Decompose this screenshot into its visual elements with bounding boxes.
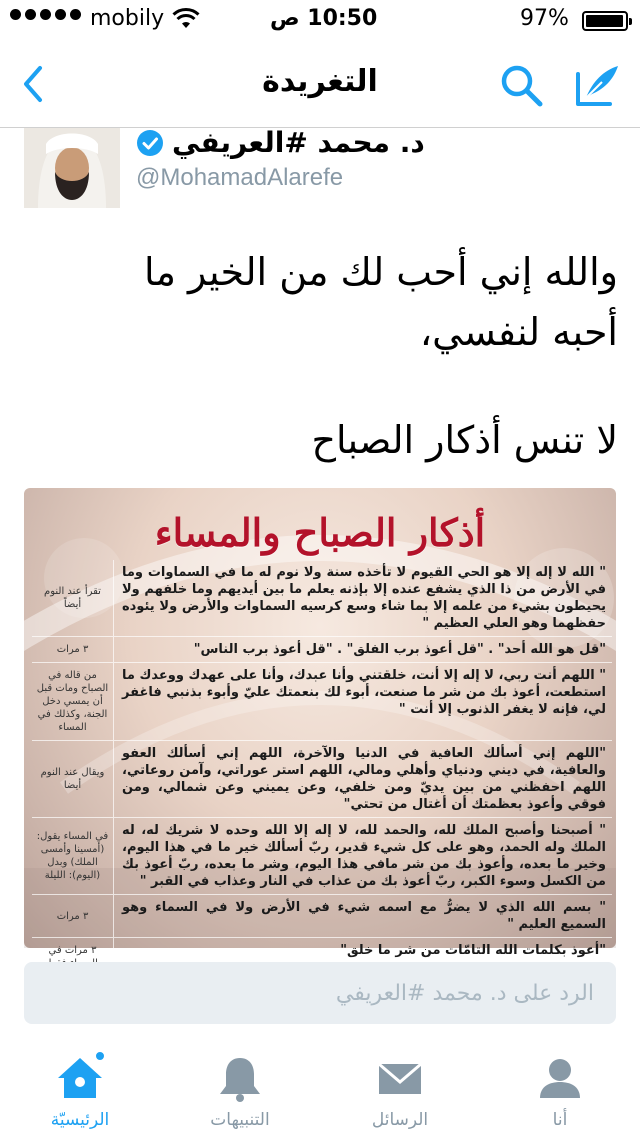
adhkar-text: "أعوذ بكلمات الله التامّات من شر ما خلق" xyxy=(340,943,606,958)
author-handle[interactable]: @MohamadAlarefe xyxy=(136,164,344,191)
tab-bar xyxy=(0,1040,640,1136)
battery-icon xyxy=(582,11,628,31)
adhkar-text: "قل هو الله أحد" . "قل أعوذ برب الفلق" . "قل أعوذ برب الناس" xyxy=(193,642,606,657)
person-icon xyxy=(536,1054,584,1102)
page-title: التغريدة xyxy=(262,64,378,99)
author-avatar[interactable] xyxy=(24,128,120,208)
tab-label: الرئيسيّة xyxy=(50,1110,110,1130)
envelope-icon xyxy=(376,1054,424,1102)
adhkar-note: من قاله في الصباح ومات قبل أن يمسي دخل الجنة، وكذلك في المساء xyxy=(32,663,114,740)
tab-home[interactable] xyxy=(0,1040,160,1136)
tweet-text-secondary: لا تنس أذكار الصباح xyxy=(311,418,618,462)
tab-notifications[interactable] xyxy=(160,1040,320,1136)
author-name: د. محمد #العريفي xyxy=(172,126,425,159)
adhkar-text: " بسم الله الذي لا يضرُّ مع اسمه شيء في الأرض ولا في السماء وهو السميع العليم " xyxy=(122,900,606,932)
tweet-text: والله إني أحب لك من الخير ما أحبه لنفسي، xyxy=(144,250,618,354)
adhkar-row xyxy=(32,663,612,741)
wifi-icon xyxy=(172,8,200,30)
adhkar-text: " اللهم أنت ربي، لا إله إلا أنت، خلقتني وأنا عبدك، وأنا على عهدك ووعدك ما استطعت، أعوذ بك من شر ما صنعت، أبوء لك بنعمتك عليّ وأبوء بذنبي فاغفر لي، فإنه لا يغفر الذنوب إلا أنت " xyxy=(122,668,606,717)
carrier-name: mobily xyxy=(90,6,165,31)
adhkar-row xyxy=(32,818,612,895)
compose-tweet-icon[interactable] xyxy=(572,60,622,110)
adhkar-row xyxy=(32,560,612,637)
verified-badge-icon xyxy=(136,129,164,157)
clock: 10:50 ص xyxy=(270,6,378,31)
adhkar-note: ٣ مرات في xyxy=(32,938,114,976)
new-content-dot xyxy=(94,1050,106,1062)
search-icon[interactable] xyxy=(498,62,544,108)
adhkar-row xyxy=(32,895,612,938)
adhkar-row xyxy=(32,637,612,663)
adhkar-note: ويقال عند النوم أيضا xyxy=(32,741,114,817)
author-line[interactable] xyxy=(136,126,425,159)
adhkar-table xyxy=(32,560,612,977)
tab-label: أنا xyxy=(552,1110,568,1130)
adhkar-note: ٣ مرات xyxy=(32,637,114,662)
nav-bar xyxy=(0,40,640,128)
image-title: أذكار الصباح والمساء xyxy=(154,510,486,555)
adhkar-note: ٣ مرات xyxy=(32,895,114,937)
tweet-media-image[interactable] xyxy=(24,488,616,958)
reply-input[interactable] xyxy=(24,962,616,1024)
adhkar-note: تقرأ عند النوم أيضاً xyxy=(32,560,114,636)
status-bar xyxy=(0,0,640,40)
adhkar-text: " الله لا إله إلا هو الحي القيوم لا تأخذه سنة ولا نوم له ما في السماوات وما في الأرض من ذا الذي يشفع عنده إلا بإذنه يعلم ما بين أيديهم وما خلفهم ولا يحيطون بشيء من علمه إلا بما شاء وسع كرسيه السماوات والأرض ولا يئوده حفظهما وهو العلي العظيم " xyxy=(122,565,606,631)
adhkar-row xyxy=(32,741,612,818)
adhkar-text: " أصبحنا وأصبح الملك لله، والحمد لله، لا إله إلا الله وحده لا شريك له، له الملك وله الحمد، وهو على كل شيء قدير، ربّ أسألك خير ما في هذا اليوم، وخير ما بعده، وأعوذ بك من شر مافي هذا اليوم، وشر ما بعده، ربّ أعوذ بك من الكسل وسوء الكبر، ربّ أعوذ بك من عذاب في النار وعذاب في القبر " xyxy=(122,823,606,889)
adhkar-text: "اللهم إني أسألك العافية في الدنيا والآخرة، اللهم إني أسألك العفو والعافية، في ديني ودنياي وأهلي ومالي، اللهم استر عوراتي، وآمن روعاتي، اللهم احفظني من بين يديّ ومن خلفي، وعن يميني وعن شمالي، ومن فوقي وأعوذ بعظمتك أن أغتال من تحتي" xyxy=(122,746,606,812)
signal-strength-icon xyxy=(10,9,81,20)
bell-icon xyxy=(216,1054,264,1102)
adhkar-note: في المساء يقول: (أمسينا وأمسى الملك) وبدل (اليوم): الليلة xyxy=(32,818,114,894)
tab-label: التنبيهات xyxy=(210,1110,270,1130)
tab-label: الرسائل xyxy=(371,1110,429,1130)
battery-percent: 97% xyxy=(520,6,569,31)
tab-messages[interactable] xyxy=(320,1040,480,1136)
tab-me[interactable] xyxy=(480,1040,640,1136)
